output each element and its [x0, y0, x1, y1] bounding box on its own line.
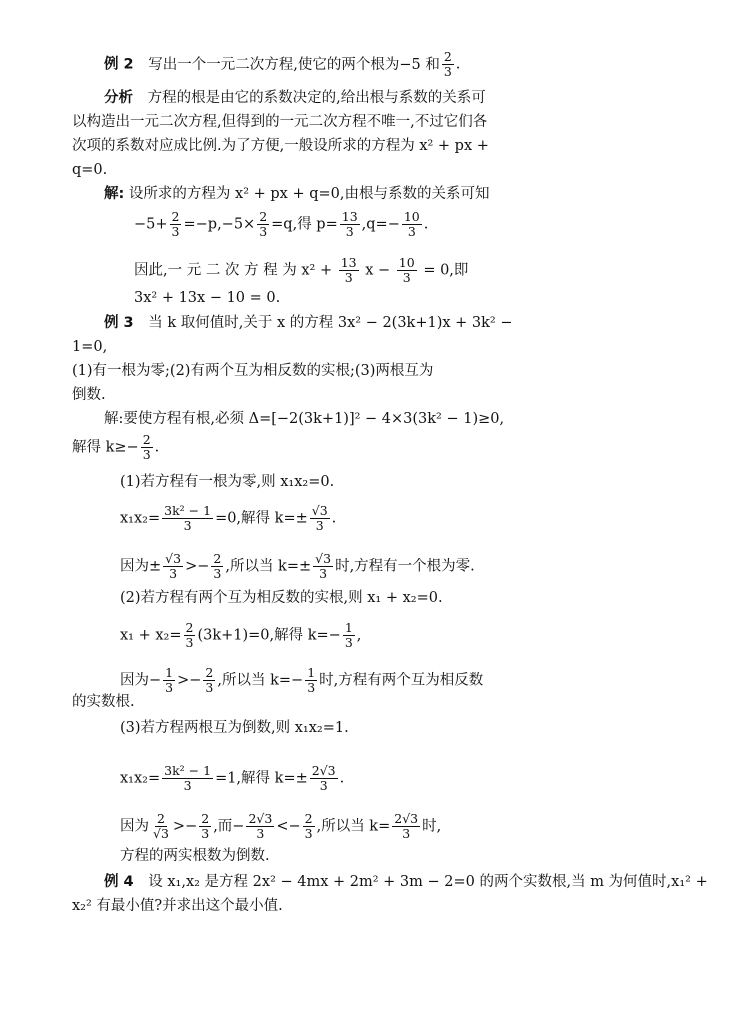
fraction-2-over-sqrt3: $\frac{2}{√3}$ [153, 811, 169, 841]
ex3-part3-line-3: 因为 $\frac{2}{√3}$ >− $\frac{2}{3}$ ,而− $\frac{2√3}{3}$ <− $\frac{2}{3}$ ,所以当 k= $\frac{2√3}{3}$ 时, [120, 811, 442, 841]
ex2-solution-text-1: 设所求的方程为 x² + px + q=0,由根与系数的关系可知 [128, 186, 490, 202]
ex2-analysis-line-3: 次项的系数对应成比例.为了方便,一般设所求的方程为 x² + px + [72, 138, 489, 154]
ex4-question-line-2: x₂² 有最小值?并求出这个最小值. [72, 898, 283, 914]
fraction-2-3: $\frac{2}{3}$ [142, 432, 151, 462]
ex3-solution-line-1: 解:要使方程有根,必须 Δ=[−2(3k+1)]² − 4×3(3k² − 1)≥0, [104, 411, 505, 427]
fraction-10-3: $\frac{10}{3}$ [398, 255, 415, 285]
ex3-label: 例 3 [104, 315, 134, 331]
fraction-1-3: $\frac{1}{3}$ [344, 620, 353, 650]
ex3-part1-line-3: 因为± $\frac{√3}{3}$ >− $\frac{2}{3}$ ,所以当 k=± $\frac{√3}{3}$ 时,方程有一个根为零. [120, 551, 475, 581]
ex3-question-line-3: (1)有一根为零;(2)有两个互为相反数的实根;(3)两根互为 [72, 363, 434, 379]
ex2-solution-line-4: 3x² + 13x − 10 = 0. [134, 290, 281, 306]
ex2-solution-line-2: −5+ $\frac{2}{3}$ =−p,−5× $\frac{2}{3}$ =q,得 p= $\frac{13}{3}$ ,q=− $\frac{10}{3}$ . [134, 209, 429, 239]
ex3-part2-line-4: 的实数根. [72, 694, 135, 710]
ex2-analysis-line-1 [104, 88, 486, 108]
fraction-2sqrt3-3: $\frac{2√3}{3}$ [311, 763, 336, 793]
ex3-question-line-2: 1=0, [72, 339, 108, 355]
ex2-question-text: 写出一个一元二次方程,使它的两个根为−5 和 [148, 56, 440, 73]
fraction-2-3: $\frac{2}{3}$ [213, 551, 222, 581]
fraction-1-3: $\frac{1}{3}$ [165, 665, 174, 695]
fraction-13-3: $\frac{13}{3}$ [340, 255, 357, 285]
ex3-question-line-4: 倒数. [72, 387, 106, 403]
ex2-label: 例 2 [104, 56, 134, 73]
ex2-analysis-line-2: 以构造出一元二次方程,但得到的一元二次方程不唯一,不过它们各 [72, 114, 488, 130]
ex3-solution-line-2: 解得 k≥− $\frac{2}{3}$ . [72, 432, 160, 462]
ex3-part2-line-1: (2)若方程有两个互为相反数的实根,则 x₁ + x₂=0. [120, 590, 443, 606]
fraction-3k2-1-over-3: $\frac{\text{3k² − 1}}{3}$ [164, 503, 212, 533]
fraction-2-3: $\frac{2}{3}$ [171, 209, 180, 239]
ex2-fraction-2-3: $\frac{2}{3}$ [443, 49, 452, 79]
ex3-part1-line-2: x₁x₂= $\frac{\text{3k² − 1}}{3}$ =0,解得 k=± $\frac{√3}{3}$ . [120, 503, 337, 533]
ex3-part3-line-2: x₁x₂= $\frac{\text{3k² − 1}}{3}$ =1,解得 k=± $\frac{2√3}{3}$ . [120, 763, 345, 793]
fraction-3k2-1-over-3: $\frac{\text{3k² − 1}}{3}$ [164, 763, 212, 793]
fraction-sqrt3-3: $\frac{√3}{3}$ [315, 551, 332, 581]
fraction-sqrt3-3: $\frac{√3}{3}$ [311, 503, 328, 533]
fraction-2sqrt3-3: $\frac{2√3}{3}$ [394, 811, 419, 841]
fraction-2-3: $\frac{2}{3}$ [185, 620, 194, 650]
ex3-part2-line-3: 因为− $\frac{1}{3}$ >− $\frac{2}{3}$ ,所以当 k=− $\frac{1}{3}$ 时,方程有两个互为相反数 [120, 665, 484, 695]
fraction-2-3: $\frac{2}{3}$ [304, 811, 313, 841]
ex2-analysis-line-4: q=0. [72, 162, 108, 178]
fraction-2-3: $\frac{2}{3}$ [259, 209, 268, 239]
ex2-analysis-label: 分析 [104, 90, 133, 106]
ex2-solution-line-1 [104, 184, 489, 204]
ex4-label: 例 4 [104, 874, 134, 890]
fraction-2sqrt3-3: $\frac{2√3}{3}$ [248, 811, 273, 841]
ex4-question-line-1 [104, 872, 708, 892]
fraction-1-3: $\frac{1}{3}$ [307, 665, 316, 695]
fraction-2-3: $\frac{2}{3}$ [201, 811, 210, 841]
fraction-10-3: $\frac{10}{3}$ [403, 209, 420, 239]
fraction-sqrt3-3: $\frac{√3}{3}$ [165, 551, 182, 581]
fraction-13-3: $\frac{13}{3}$ [341, 209, 358, 239]
ex3-question-text-1: 当 k 取何值时,关于 x 的方程 3x² − 2(3k+1)x + 3k² − [148, 315, 513, 331]
ex2-question-line: 例 2 写出一个一元二次方程,使它的两个根为−5 和 $\frac{2}{3}$ . [104, 49, 461, 79]
ex2-analysis-text-1: 方程的根是由它的系数决定的,给出根与系数的关系可 [147, 90, 486, 106]
ex3-part2-line-2: x₁ + x₂= $\frac{2}{3}$ (3k+1)=0,解得 k=− $\frac{1}{3}$ , [120, 620, 362, 650]
ex2-solution-line-3: 因此,一 元 二 次 方 程 为 x² + $\frac{13}{3}$ x − $\frac{10}{3}$ = 0,即 [134, 255, 469, 285]
ex3-part3-line-1: (3)若方程两根互为倒数,则 x₁x₂=1. [120, 720, 349, 736]
ex3-part3-line-4: 方程的两实根数为倒数. [120, 848, 270, 864]
fraction-2-3: $\frac{2}{3}$ [205, 665, 214, 695]
ex3-question-line-1 [104, 313, 513, 333]
ex4-question-text-1: 设 x₁,x₂ 是方程 2x² − 4mx + 2m² + 3m − 2=0 的两个实数根,当 m 为何值时,x₁² + [148, 874, 708, 890]
ex3-part1-line-1: (1)若方程有一根为零,则 x₁x₂=0. [120, 474, 335, 490]
ex2-solution-label: 解: [104, 186, 125, 202]
